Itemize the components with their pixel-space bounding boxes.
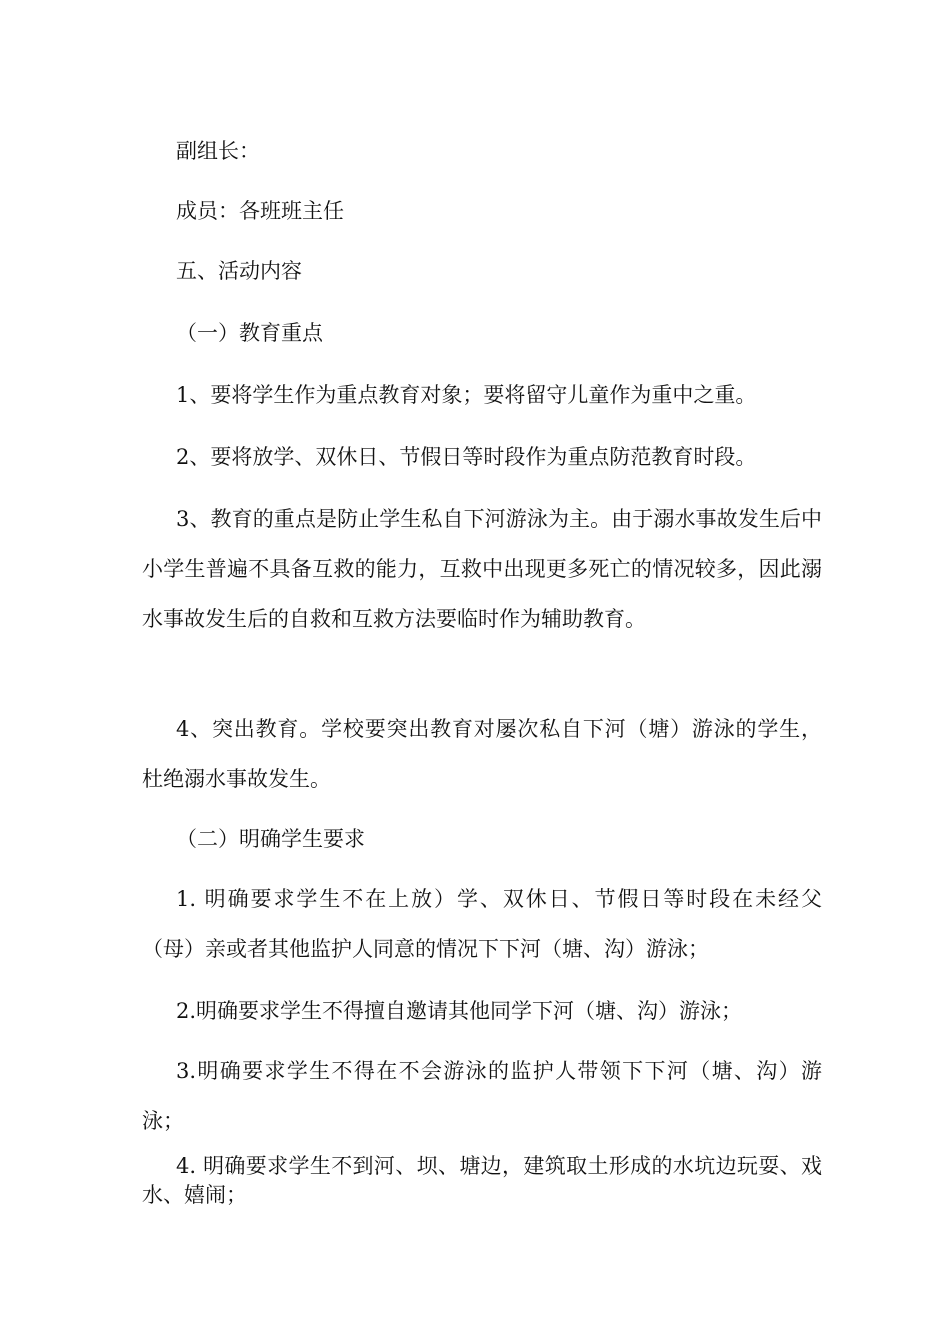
subheading-student-requirements: （二）明确学生要求 <box>176 827 365 851</box>
heading-activity-content: 五、活动内容 <box>176 259 302 283</box>
paragraph-item-3: 3、教育的重点是防止学生私自下河游泳为主。由于溺水事故发生后中小学生普遍不具备互救的能力，互救中出现更多死亡的情况较多，因此溺水事故发生后的自救和互救方法要临时作为辅助教育。 <box>142 507 822 631</box>
subheading-education-focus: （一）教育重点 <box>176 321 323 345</box>
paragraph-requirement-1: 1. 明确要求学生不在上放）学、双休日、节假日等时段在未经父 （母）亲或者其他监护人同意的情况下下河（塘、沟）游泳； <box>142 887 822 961</box>
paragraph-members: 成员：各班班主任 <box>176 199 344 223</box>
paragraph-item-1: 1、要将学生作为重点教育对象；要将留守儿童作为重中之重。 <box>176 383 757 407</box>
paragraph-deputy-leader: 副组长： <box>176 139 260 163</box>
paragraph-item-2: 2、要将放学、双休日、节假日等时段作为重点防范教育时段。 <box>176 445 757 469</box>
paragraph-item-4: 4、突出教育。学校要突出教育对屡次私自下河（塘）游泳的学生， 杜绝溺水事故发生。 <box>142 717 822 791</box>
paragraph-requirement-4: 4. 明确要求学生不到河、坝、塘边，建筑取土形成的水坑边玩耍、戏水、嬉闹； <box>142 1154 822 1207</box>
paragraph-requirement-3: 3.明确要求学生不得在不会游泳的监护人带领下下河（塘、沟）游泳； <box>142 1059 822 1133</box>
paragraph-requirement-2: 2.明确要求学生不得擅自邀请其他同学下河（塘、沟）游泳； <box>176 999 743 1023</box>
